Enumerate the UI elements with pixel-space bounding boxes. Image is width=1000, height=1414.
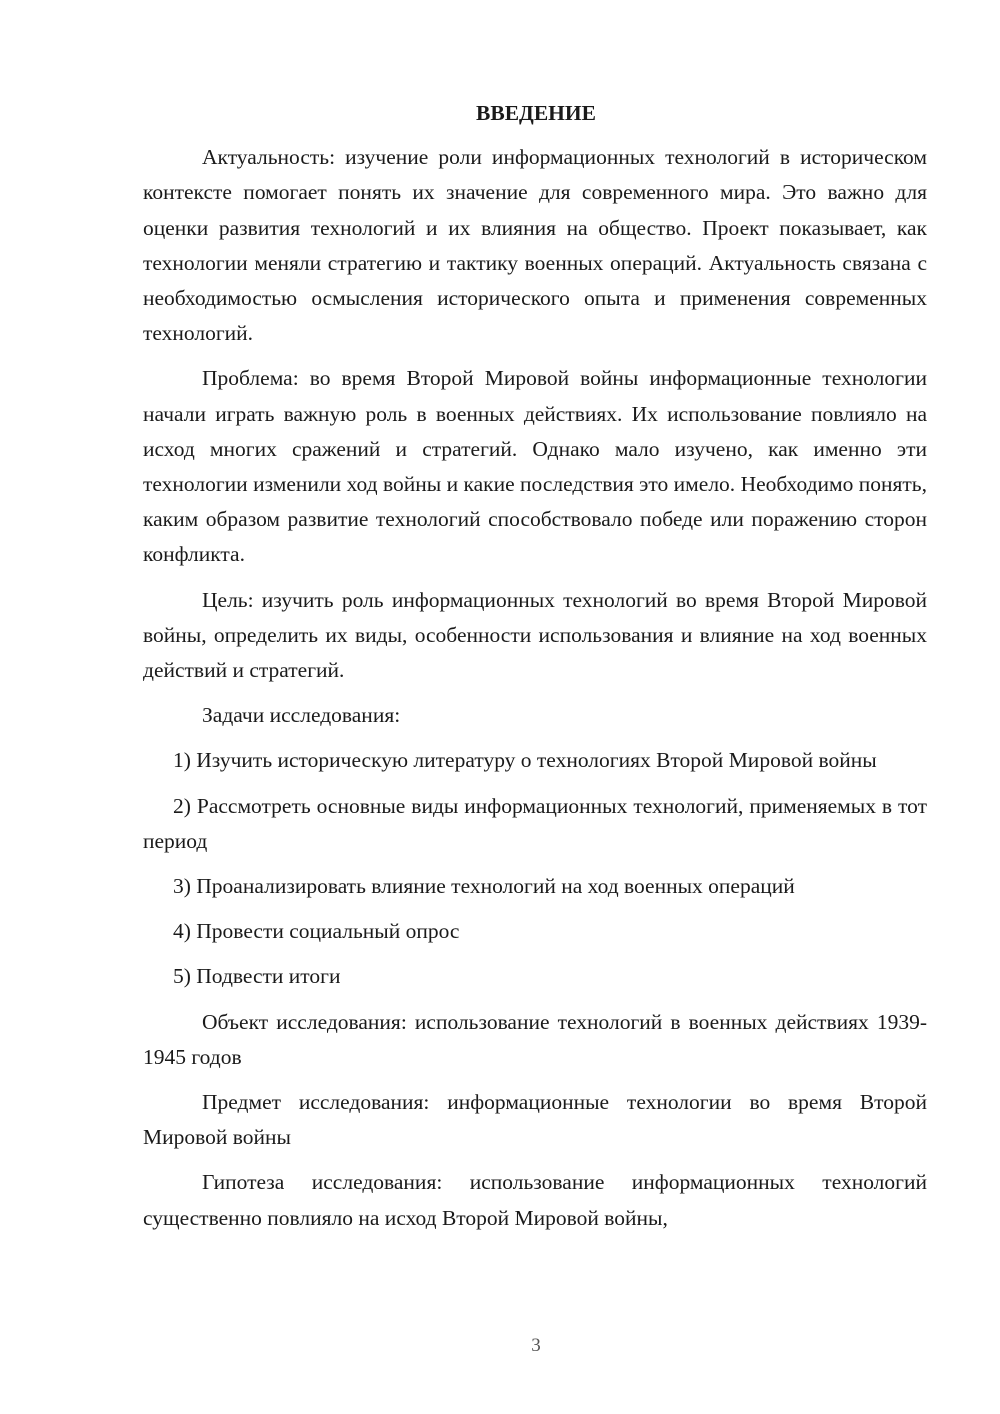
task-item: 5) Подвести итоги [173, 964, 341, 989]
task-item: 2) Рассмотреть основные виды информационных технологий, применяемых в тот период [143, 793, 927, 853]
paragraph-goal: Цель: изучить роль информационных технологий во время Второй Мировой войны, определить их виды, особенности использования и влияние на ход военных действий и стратегий. [143, 587, 927, 683]
paragraph-object: Объект исследования: использование технологий в военных действиях 1939-1945 годов [143, 1009, 927, 1069]
task-item: 4) Провести социальный опрос [173, 919, 460, 944]
task-item: 1) Изучить историческую литературу о технологиях Второй Мировой войны [173, 748, 877, 773]
paragraph-problem: Проблема: во время Второй Мировой войны информационные технологии начали играть важную роль в военных действиях. Их использование повлияло на исход многих сражений и стратегий. Однако мало изучено, как именно эти технологии изменили ход войны и какие последствия это имело. Необходимо понять, каким образом развитие технологий способствовало победе или поражению сторон конфликта. [143, 366, 927, 567]
section-heading: ВВЕДЕНИЕ [476, 101, 596, 125]
task-item: 3) Проанализировать влияние технологий на ход военных операций [173, 874, 795, 899]
page-content [143, 96, 927, 1246]
tasks-title: Задачи исследования: [202, 703, 401, 728]
paragraph-relevance: Актуальность: изучение роли информационных технологий в историческом контексте помогает понять их значение для современного мира. Это важно для оценки развития технологий и их влияния на общество. Проект показывает, как технологии меняли стратегию и тактику военных операций. Актуальность связана с необходимостью осмысления исторического опыта и применения современных технологий. [143, 145, 927, 346]
paragraph-subject: Предмет исследования: информационные технологии во время Второй Мировой войны [143, 1090, 927, 1150]
page-number: 3 [531, 1335, 541, 1356]
paragraph-hypothesis: Гипотеза исследования: использование информационных технологий существенно повлияло на исход Второй Мировой войны, [143, 1170, 927, 1230]
